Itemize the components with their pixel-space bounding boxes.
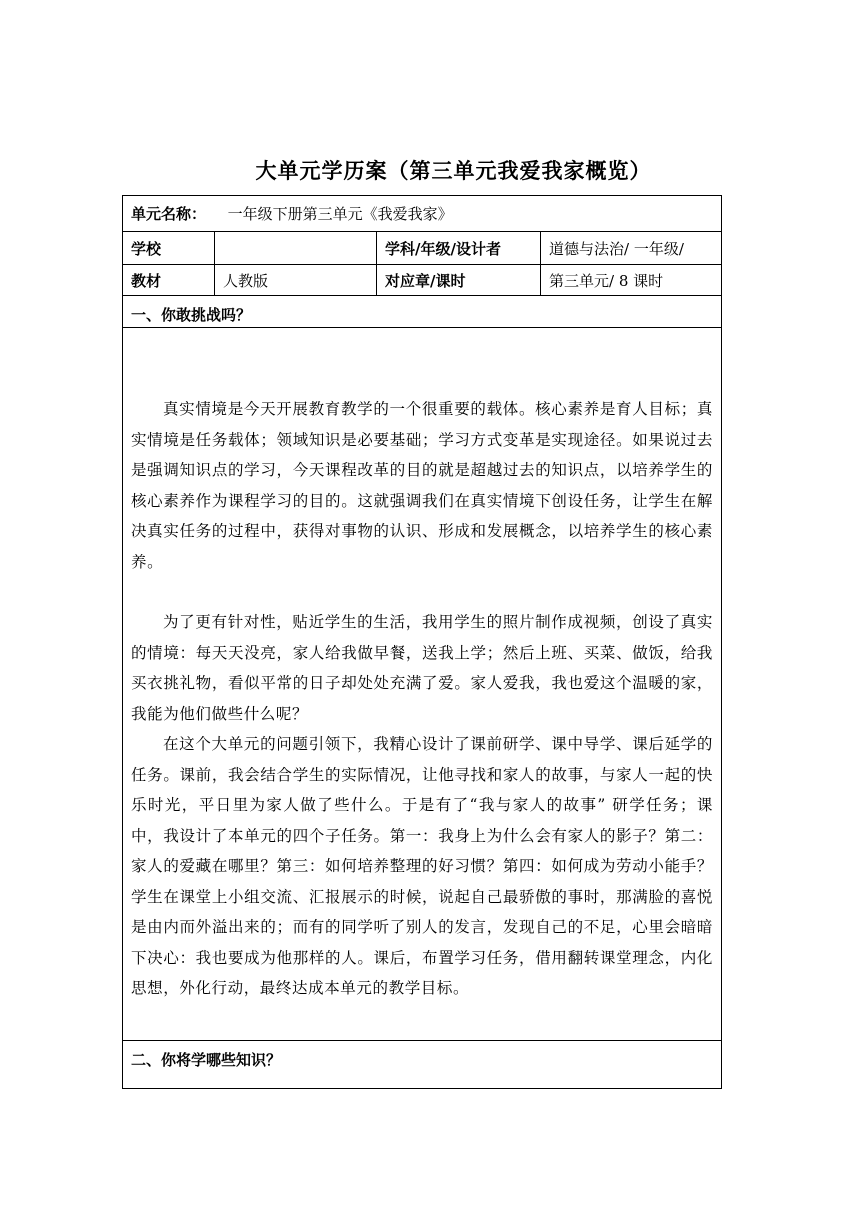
section1-heading-row (123, 296, 722, 328)
school-label: 学校 (123, 232, 215, 265)
section2-heading-row (123, 1041, 722, 1089)
lesson-plan-table (122, 195, 722, 1089)
subject-label: 学科/年级/设计者 (377, 232, 541, 265)
unit-name-row (123, 196, 722, 232)
section2-heading: 二、你将学哪些知识？ (123, 1041, 722, 1089)
unit-name-value: 一年级下册第三单元《我爱我家》 (227, 205, 453, 223)
paragraph-3: 在这个大单元的问题引领下，我精心设计了课前研学、课中导学、课后延学的任务。课前，我会结合学生的实际情况，让他寻找和家人的故事，与家人一起的快乐时光，平日里为家人做了些什么。于是有了“我与家人的故事” 研学任务；课中，我设计了本单元的四个子任务。第一：我身上为什么会有家人的影子？第二：家人的爱藏在哪里？第三：如何培养整理的好习惯？第四：如何成为劳动小能手？学生在课堂上小组交流、汇报展示的时候，说起自己最骄傲的事时，那满脸的喜悦是由内而外溢出来的；而有的同学听了别人的发言，发现自己的不足，心里会暗暗下决心：我也要成为他那样的人。课后，布置学习任务，借用翻转课堂理念，内化思想，外化行动，最终达成本单元的教学目标。 (131, 735, 714, 998)
section1-body (123, 328, 722, 1041)
school-row (123, 232, 722, 265)
textbook-label: 教材 (123, 265, 215, 296)
subject-value: 道德与法治/ 一年级/ (541, 232, 722, 265)
section1-heading: 一、你敢挑战吗？ (123, 296, 722, 328)
school-value (215, 232, 377, 265)
chapter-label: 对应章/课时 (377, 265, 541, 296)
paragraph-2: 为了更有针对性，贴近学生的生活，我用学生的照片制作成视频，创设了真实的情境：每天天没亮，家人给我做早餐，送我上学；然后上班、买菜、做饭，给我买衣挑礼物，看似平常的日子却处处充满了爱。家人爱我，我也爱这个温暖的家，我能为他们做些什么呢？ (131, 613, 714, 723)
unit-name-label: 单元名称： (131, 205, 207, 223)
paragraph-1: 真实情境是今天开展教育教学的一个很重要的载体。核心素养是育人目标；真实情境是任务载体；领域知识是必要基础；学习方式变革是实现途径。如果说过去是强调知识点的学习，今天课程改革的目的就是超越过去的知识点，以培养学生的核心素养作为课程学习的目的。这就强调我们在真实情境下创设任务，让学生在解决真实任务的过程中，获得对事物的认识、形成和发展概念，以培养学生的核心素养。 (131, 400, 714, 571)
section1-body-row (123, 328, 722, 1041)
chapter-value: 第三单元/ 8 课时 (541, 265, 722, 296)
textbook-row (123, 265, 722, 296)
textbook-value: 人教版 (215, 265, 377, 296)
page-title: 大单元学历案（第三单元我爱我家概览） (255, 159, 652, 183)
